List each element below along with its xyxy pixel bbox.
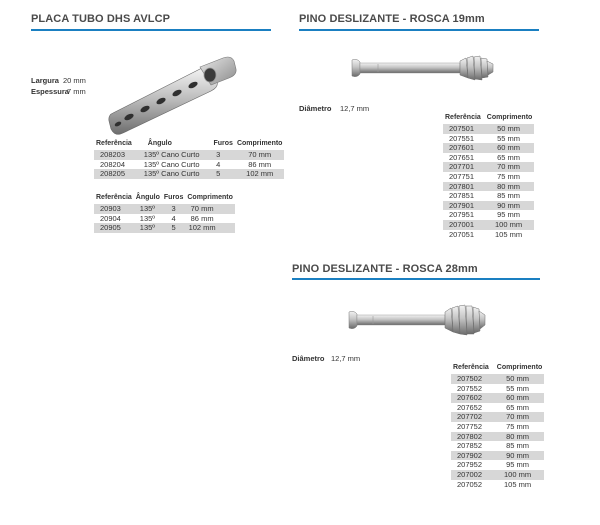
ref-cell: 207651 <box>449 152 475 162</box>
table-row <box>451 403 544 413</box>
ref-cell: 207601 <box>443 143 483 153</box>
ref-cell: 207552 <box>457 383 483 393</box>
table-row <box>443 210 534 220</box>
spec-diameter-19 <box>299 104 370 113</box>
length-cell: 50 mm <box>491 374 545 384</box>
section-title-placa: PLACA TUBO DHS AVLCP <box>31 13 171 25</box>
holes-cell: 3 <box>162 204 185 214</box>
table-row <box>443 220 534 230</box>
column-header: Comprimento <box>236 140 283 147</box>
length-cell: 65 mm <box>497 152 520 162</box>
length-cell: 86 mm <box>190 213 214 223</box>
length-cell: 80 mm <box>491 432 545 442</box>
holes-cell: 4 <box>216 159 221 169</box>
ref-cell: 207001 <box>443 220 483 230</box>
ref-cell: 207052 <box>457 479 483 489</box>
length-cell: 85 mm <box>506 441 529 451</box>
section-divider <box>31 29 271 31</box>
spec-diameter-28 <box>292 354 361 363</box>
spec-largura <box>31 76 86 85</box>
pin-19mm-image <box>348 54 498 82</box>
length-cell: 70 mm <box>491 412 545 422</box>
table-row <box>94 214 235 224</box>
ref-cell: 207902 <box>451 451 491 461</box>
ref-cell: 207051 <box>449 229 475 239</box>
column-header: Referência <box>445 114 481 121</box>
holes-cell: 5 <box>202 169 235 179</box>
column-header: Ângulo <box>147 140 172 147</box>
table-row <box>443 134 534 144</box>
length-cell: 102 mm <box>185 223 235 233</box>
column-header: Comprimento <box>496 364 543 371</box>
placa-table-2 <box>94 194 235 233</box>
length-cell: 55 mm <box>506 383 529 393</box>
spec-label: Largura <box>31 76 59 85</box>
column-header: Furos <box>163 194 184 201</box>
length-cell: 70 mm <box>235 150 285 160</box>
holes-cell: 4 <box>171 213 176 223</box>
section-title-pino-19: PINO DESLIZANTE - ROSCA 19mm <box>299 13 485 25</box>
ref-cell: 207501 <box>443 124 483 134</box>
table-row <box>94 223 235 233</box>
angle-cell: 135º <box>134 204 162 214</box>
spec-label: Diâmetro <box>292 354 325 363</box>
ref-cell: 207751 <box>449 171 475 181</box>
length-cell: 70 mm <box>483 162 535 172</box>
table-row <box>451 441 544 451</box>
table-row <box>94 150 284 160</box>
placa-table-1 <box>94 140 284 179</box>
length-cell: 105 mm <box>495 229 523 239</box>
ref-cell: 207701 <box>443 162 483 172</box>
length-cell: 105 mm <box>504 479 532 489</box>
ref-cell: 207952 <box>457 460 483 470</box>
pino-19-table <box>443 114 534 239</box>
length-cell: 75 mm <box>497 171 520 181</box>
table-row <box>451 432 544 442</box>
length-cell: 85 mm <box>497 191 520 201</box>
length-cell: 102 mm <box>235 169 285 179</box>
spec-espessura <box>31 87 86 96</box>
spec-value: 7 mm <box>67 87 86 96</box>
column-header: Comprimento <box>486 114 533 121</box>
table-row <box>451 470 544 480</box>
section-divider <box>292 278 540 280</box>
ref-cell: 207002 <box>451 470 491 480</box>
column-header: Comprimento <box>187 194 233 201</box>
column-header: Referência <box>453 364 489 371</box>
ref-cell: 207652 <box>457 402 483 412</box>
ref-cell: 207551 <box>449 133 475 143</box>
table-row <box>443 124 534 134</box>
spec-value: 20 mm <box>63 76 86 85</box>
length-cell: 75 mm <box>506 421 529 431</box>
length-cell: 95 mm <box>497 210 520 220</box>
ref-cell: 208203 <box>94 150 134 160</box>
length-cell: 60 mm <box>483 143 535 153</box>
column-header: Ângulo <box>135 194 160 201</box>
length-cell: 80 mm <box>483 182 535 192</box>
table-row <box>443 182 534 192</box>
ref-cell: 207802 <box>451 432 491 442</box>
ref-cell: 207502 <box>451 374 491 384</box>
table-row <box>451 480 544 490</box>
table-row <box>443 201 534 211</box>
table-row <box>443 143 534 153</box>
ref-cell: 20905 <box>94 223 134 233</box>
table-row <box>443 153 534 163</box>
length-cell: 100 mm <box>491 470 545 480</box>
table-row <box>451 460 544 470</box>
ref-cell: 207801 <box>443 182 483 192</box>
ref-cell: 207752 <box>457 421 483 431</box>
length-cell: 95 mm <box>506 460 529 470</box>
length-cell: 55 mm <box>497 133 520 143</box>
ref-cell: 207852 <box>457 441 483 451</box>
table-row <box>94 169 284 179</box>
length-cell: 65 mm <box>506 402 529 412</box>
length-cell: 90 mm <box>483 201 535 211</box>
table-row <box>443 172 534 182</box>
section-divider <box>299 29 539 31</box>
ref-cell: 208205 <box>94 169 134 179</box>
table-row <box>451 384 544 394</box>
length-cell: 90 mm <box>491 451 545 461</box>
ref-cell: 207851 <box>449 191 475 201</box>
table-row <box>443 230 534 240</box>
angle-cell: 135º <box>139 213 156 223</box>
pin-28mm-image <box>345 303 495 337</box>
ref-cell: 207901 <box>443 201 483 211</box>
table-row <box>94 204 235 214</box>
section-title-pino-28: PINO DESLIZANTE - ROSCA 28mm <box>292 263 478 275</box>
angle-cell: 135º Cano Curto <box>134 150 202 160</box>
pino-28-table <box>451 364 544 489</box>
ref-cell: 207702 <box>451 412 491 422</box>
table-row <box>443 191 534 201</box>
table-row <box>94 160 284 170</box>
table-row <box>451 422 544 432</box>
table-row <box>443 162 534 172</box>
length-cell: 86 mm <box>248 159 272 169</box>
ref-cell: 208204 <box>100 159 126 169</box>
table-row <box>451 451 544 461</box>
ref-cell: 20903 <box>94 204 134 214</box>
length-cell: 100 mm <box>483 220 535 230</box>
column-header: Furos <box>213 140 233 147</box>
angle-cell: 135º Cano Curto <box>134 169 202 179</box>
column-header: Referência <box>96 194 132 201</box>
length-cell: 60 mm <box>491 393 545 403</box>
spec-label: Espessura <box>31 87 69 96</box>
table-row <box>451 412 544 422</box>
table-row <box>451 393 544 403</box>
table-row <box>451 374 544 384</box>
column-header: Referência <box>96 140 132 147</box>
spec-value: 12,7 mm <box>331 354 361 363</box>
angle-cell: 135º <box>134 223 162 233</box>
angle-cell: 135º Cano Curto <box>143 159 200 169</box>
holes-cell: 5 <box>162 223 185 233</box>
dhs-plate-image <box>105 55 240 135</box>
ref-cell: 207602 <box>451 393 491 403</box>
length-cell: 70 mm <box>185 204 235 214</box>
spec-label: Diâmetro <box>299 104 332 113</box>
holes-cell: 3 <box>202 150 235 160</box>
length-cell: 50 mm <box>483 124 535 134</box>
ref-cell: 20904 <box>100 213 121 223</box>
spec-value: 12,7 mm <box>340 104 370 113</box>
ref-cell: 207951 <box>449 210 475 220</box>
